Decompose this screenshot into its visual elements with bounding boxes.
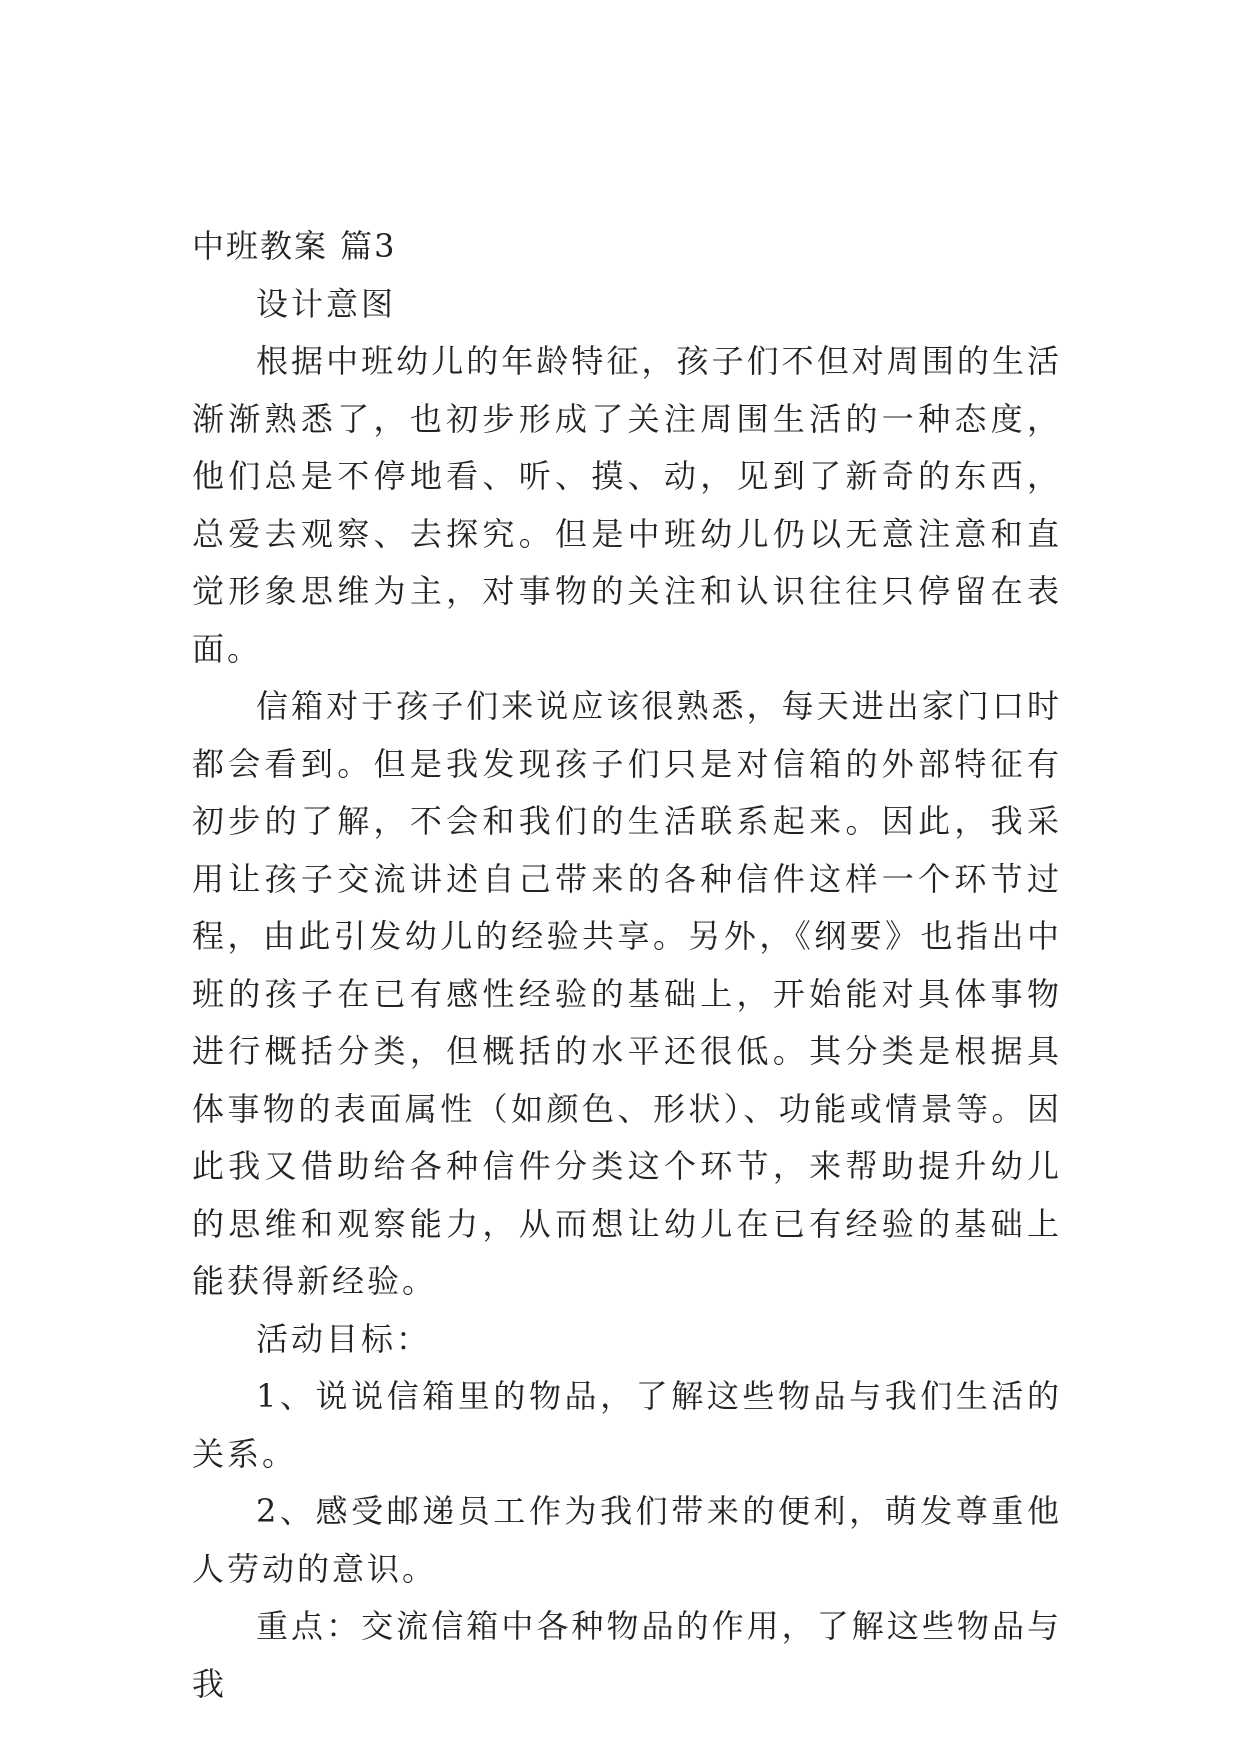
paragraph-age-characteristics: 根据中班幼儿的年龄特征，孩子们不但对周围的生活渐渐熟悉了，也初步形成了关注周围生活的一种态度，他们总是不停地看、听、摸、动，见到了新奇的东西，总爱去观察、去探究。但是中班幼儿仍以无意注意和直觉形象思维为主，对事物的关注和认识往往只停留在表面。 [192,342,1062,668]
paragraph-key-points: 重点：交流信箱中各种物品的作用，了解这些物品与我 [192,1607,1062,1703]
document-body [192,218,1062,1713]
paragraph-mailbox-intro: 信箱对于孩子们来说应该很熟悉，每天进出家门口时都会看到。但是我发现孩子们只是对信箱的外部特征有初步的了解，不会和我们的生活联系起来。因此，我采用让孩子交流讲述自己带来的各种信件这样一个环节过程，由此引发幼儿的经验共享。另外，《纲要》也指出中班的孩子在已有感性经验的基础上，开始能对具体事物进行概括分类，但概括的水平还很低。其分类是根据具体事物的表面属性（如颜色、形状）、功能或情景等。因此我又借助给各种信件分类这个环节，来帮助提升幼儿的思维和观察能力，从而想让幼儿在已有经验的基础上能获得新经验。 [192,687,1062,1300]
goal-item-2: 2、感受邮递员工作为我们带来的便利，萌发尊重他人劳动的意识。 [192,1492,1062,1588]
document-title: 中班教案 篇3 [192,227,397,265]
section-heading-design-intent: 设计意图 [256,284,397,323]
section-heading-activity-goals: 活动目标： [256,1319,432,1358]
goal-item-1: 1、说说信箱里的物品，了解这些物品与我们生活的关系。 [192,1377,1062,1473]
